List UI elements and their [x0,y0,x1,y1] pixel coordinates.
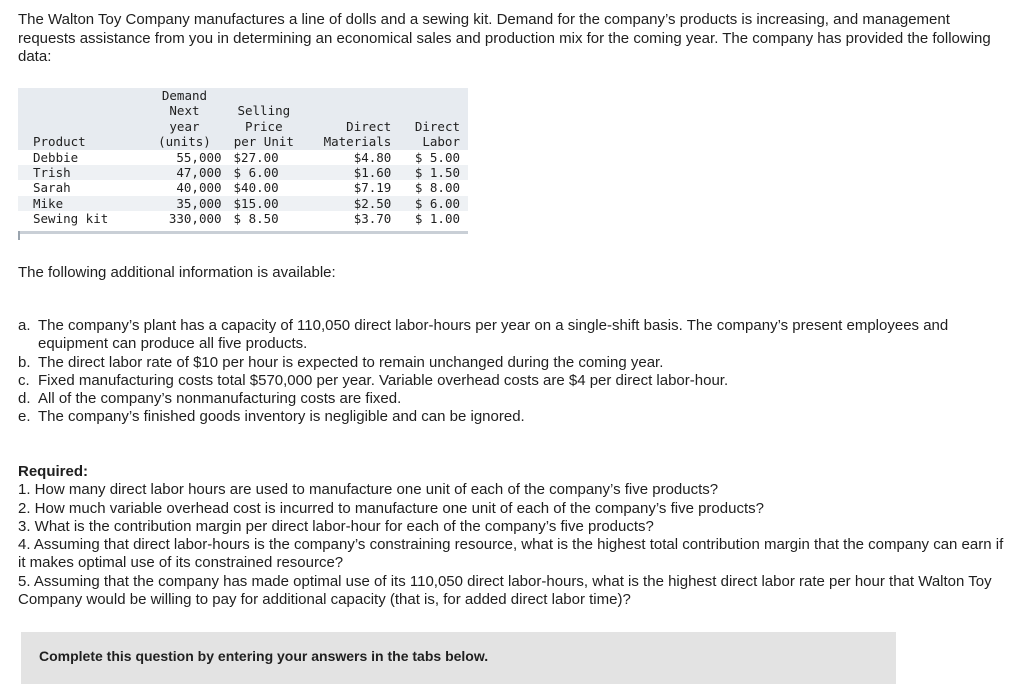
cell-demand: 47,000 [147,165,221,180]
table-row [18,196,468,211]
additional-info-heading: The following additional information is available: [18,264,336,281]
cell-labor: $ 1.50 [391,165,468,180]
table-bottom-rule [18,231,468,234]
table-row [18,165,468,180]
instruction-banner [21,632,896,684]
cell-price: $15.00 [222,196,307,211]
required-section [18,463,1008,609]
cell-product: Trish [18,165,147,180]
list-item-text: The company’s finished goods inventory is negligible and can be ignored. [38,408,525,426]
list-item-text: All of the company’s nonmanufacturing costs are fixed. [38,390,402,408]
cell-materials: $1.60 [306,165,391,180]
table-header-row [18,88,468,150]
list-item [18,372,1008,390]
cell-product: Sarah [18,180,147,195]
cell-labor: $ 8.00 [391,180,468,195]
cell-product: Sewing kit [18,211,147,226]
list-item [18,317,1008,354]
list-marker: c. [18,371,30,389]
additional-info-list [18,317,1008,427]
cell-product: Debbie [18,150,147,165]
intro-paragraph: The Walton Toy Company manufactures a line of dolls and a sewing kit. Demand for the company’s products is increasing, and management requests assistance from you in determining an economical sales and production mix for the coming year. The company has provided the following data: [18,11,991,65]
required-question: 1. How many direct labor hours are used to manufacture one unit of each of the company’s five products? [18,481,719,499]
required-question: 4. Assuming that direct labor-hours is the company’s constraining resource, what is the highest total contribution margin that the company can earn if it makes optimal use of its constrained resource? [18,536,1004,572]
required-question: 5. Assuming that the company has made optimal use of its 110,050 direct labor-hours, what is the highest direct labor rate per hour that Walton Toy Company would be willing to pay for additional capacity (that is, for added direct labor time)? [18,572,992,609]
cell-price: $27.00 [222,150,307,165]
cell-labor: $ 6.00 [391,196,468,211]
cell-materials: $3.70 [306,211,391,226]
list-marker: d. [18,390,31,408]
cell-price: $ 6.00 [222,165,307,180]
list-item-text: Fixed manufacturing costs total $570,000 per year. Variable overhead costs are $4 per direct labor-hour. [38,371,729,389]
list-marker: e. [18,408,31,426]
cell-price: $ 8.50 [222,211,307,226]
cell-materials: $4.80 [306,150,391,165]
instruction-banner-text: Complete this question by entering your answers in the tabs below. [39,648,489,664]
cell-materials: $7.19 [306,180,391,195]
list-item-text: The company’s plant has a capacity of 110,050 direct labor-hours per year on a single-shift basis. The company’s present employees and equipment can produce all five products. [38,317,949,353]
header-selling-price: Selling Price per Unit [222,88,307,150]
product-data-table [18,88,468,240]
table-row [18,150,468,165]
cell-product: Mike [18,196,147,211]
cell-demand: 55,000 [147,150,221,165]
list-item-text: The direct labor rate of $10 per hour is expected to remain unchanged during the coming year. [38,353,664,371]
header-direct-labor: Direct Labor [391,88,468,150]
cell-demand: 40,000 [147,180,221,195]
list-item [18,408,1008,426]
header-direct-materials: Direct Materials [306,88,391,150]
cell-price: $40.00 [222,180,307,195]
cell-labor: $ 5.00 [391,150,468,165]
table-corner-mark [18,231,20,240]
required-question: 3. What is the contribution margin per direct labor-hour for each of the company’s five products? [18,517,654,535]
header-demand: Demand Next year (units) [147,88,221,150]
list-marker: a. [18,317,31,334]
cell-materials: $2.50 [306,196,391,211]
header-product: Product [18,88,147,150]
list-item [18,390,1008,408]
cell-demand: 35,000 [147,196,221,211]
list-marker: b. [18,353,31,371]
list-item [18,354,1008,372]
required-question: 2. How much variable overhead cost is incurred to manufacture one unit of each of the company’s five products? [18,499,764,517]
cell-demand: 330,000 [147,211,221,226]
table-row [18,180,468,195]
cell-labor: $ 1.00 [391,211,468,226]
required-title: Required: [18,463,89,480]
table-row [18,211,468,226]
